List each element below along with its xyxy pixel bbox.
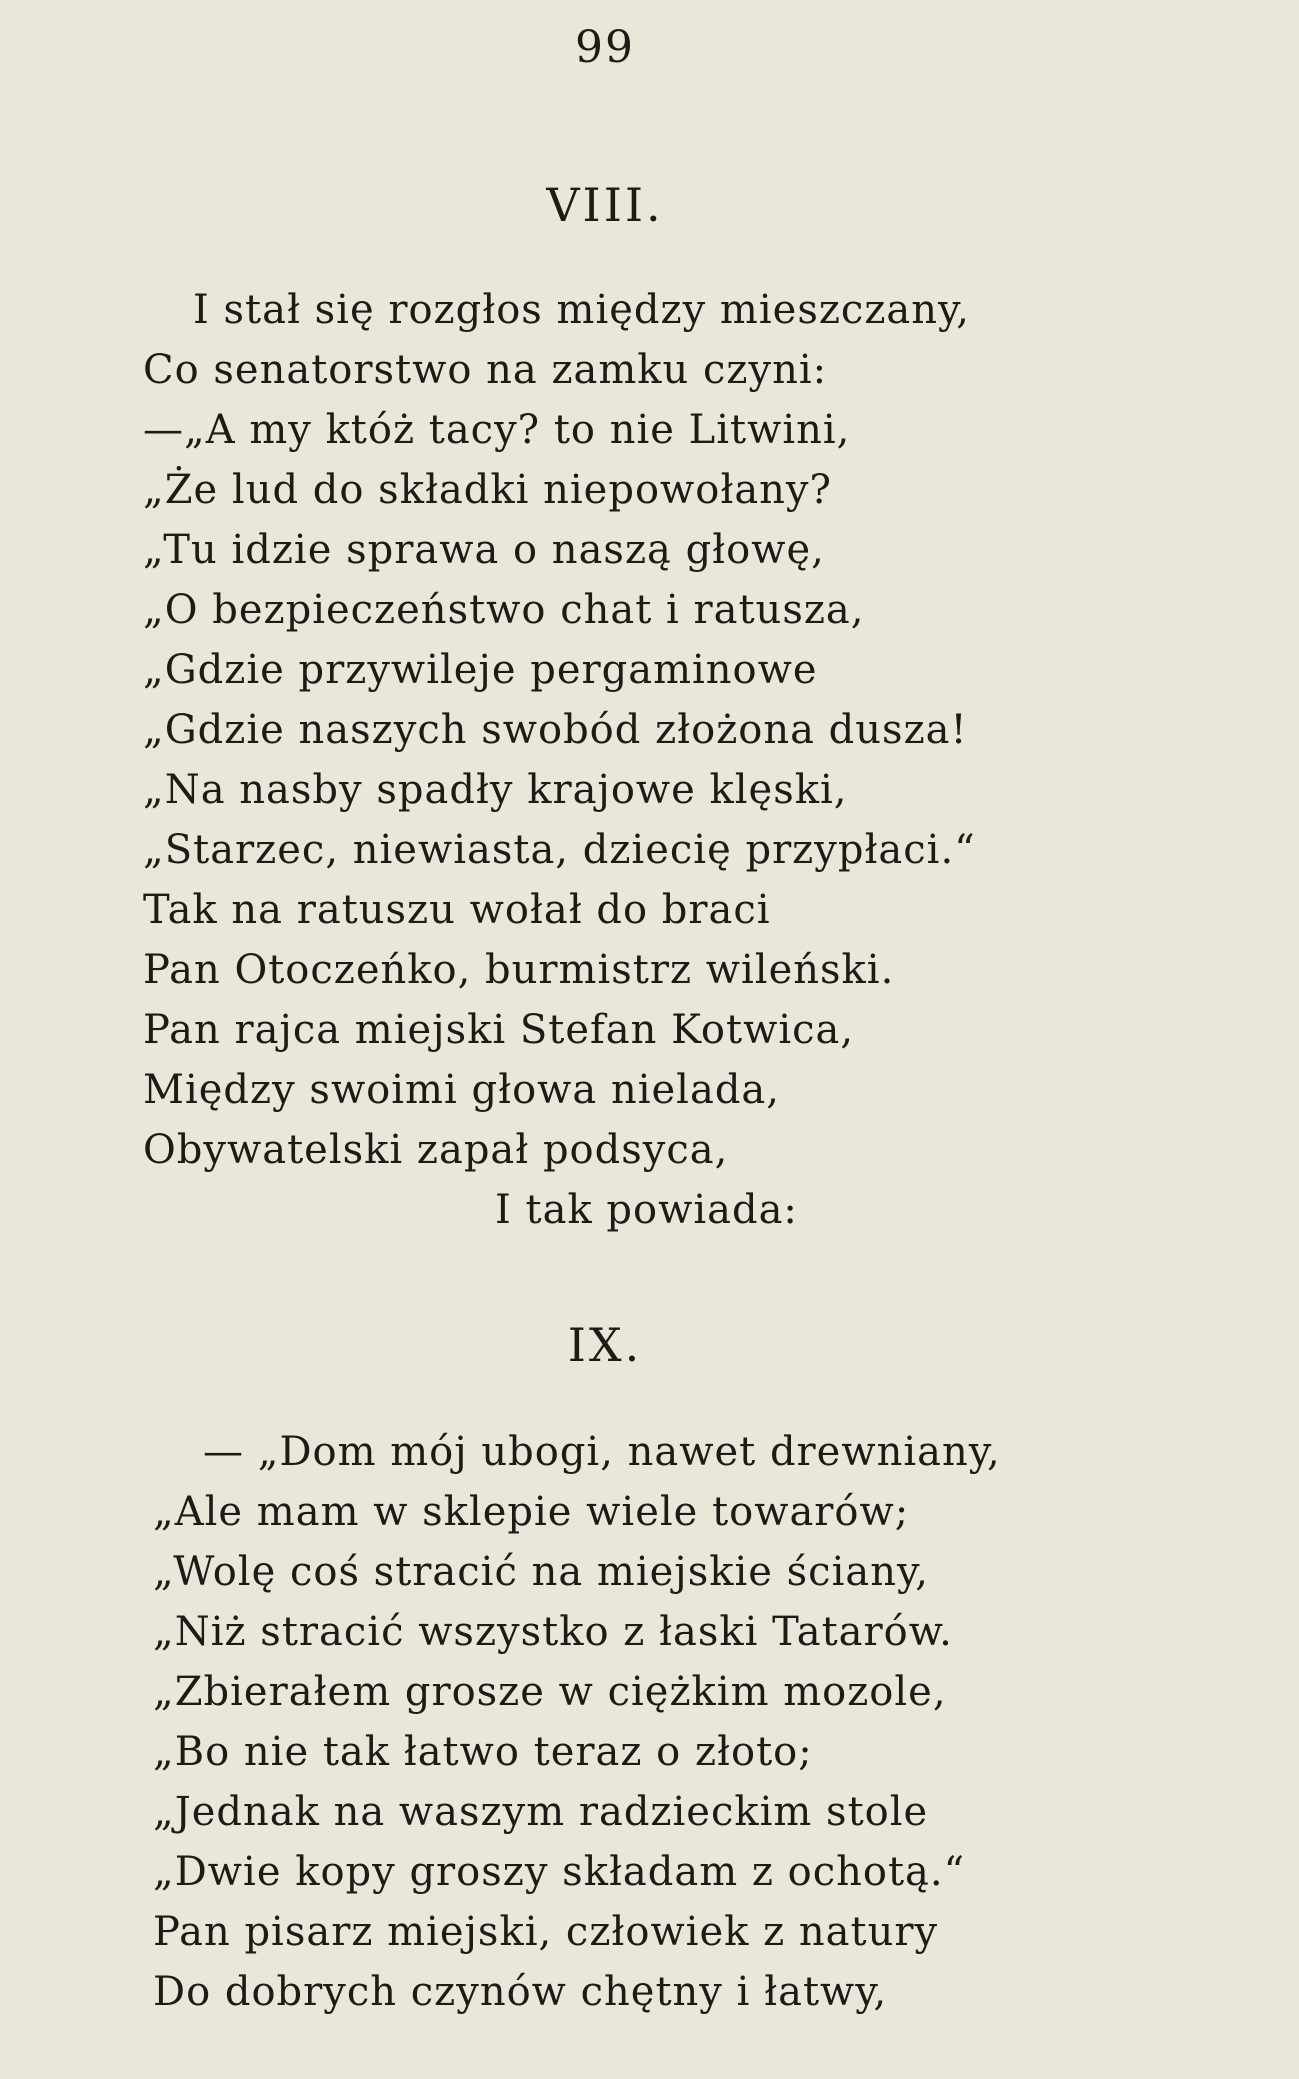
verse-line: I tak powiada: [495,1187,798,1233]
verse-line: „Jednak na waszym radzieckim stole [153,1789,929,1835]
verse-line: —„A my któż tacy? to nie Litwini, [143,407,851,453]
verse-line: „Wolę coś stracić na miejskie ściany, [153,1549,929,1595]
verse-line: Obywatelski zapał podsyca, [143,1127,729,1173]
verse-line: „Gdzie przywileje pergaminowe [143,647,818,693]
verse-line: Co senatorstwo na zamku czyni: [143,347,828,393]
verse-line: — „Dom mój ubogi, nawet drewniany, [203,1429,1001,1475]
verse-line: „Że lud do składki niepowołany? [143,467,832,513]
verse-line: „O bezpieczeństwo chat i ratusza, [143,587,865,633]
verse-line: „Na nasby spadły krajowe klęski, [143,767,848,813]
verse-line: Między swoimi głowa nielada, [143,1067,780,1113]
verse-line: Pan rajca miejski Stefan Kotwica, [143,1007,855,1053]
section-heading-ix: IX. [567,1318,643,1372]
verse-line: „Gdzie naszych swobód złożona dusza! [143,707,968,753]
page-number: 99 [575,22,635,73]
verse-line: „Niż stracić wszystko z łaski Tatarów. [153,1609,953,1655]
verse-line: „Tu idzie sprawa o naszą głowę, [143,527,825,573]
verse-line: Do dobrych czynów chętny i łatwy, [153,1969,888,2015]
section-heading-viii: VIII. [546,178,664,232]
verse-line: I stał się rozgłos między mieszczany, [193,287,970,333]
verse-line: „Ale mam w sklepie wiele towarów; [153,1489,910,1535]
verse-line: Pan pisarz miejski, człowiek z natury [153,1909,939,1955]
verse-line: „Bo nie tak łatwo teraz o złoto; [153,1729,813,1775]
verse-line: Tak na ratuszu wołał do braci [143,887,771,933]
verse-line: „Zbierałem grosze w ciężkim mozole, [153,1669,947,1715]
verse-line: Pan Otoczeńko, burmistrz wileński. [143,947,895,993]
verse-line: „Dwie kopy groszy składam z ochotą.“ [153,1849,966,1895]
verse-line: „Starzec, niewiasta, dziecię przypłaci.“ [143,827,976,873]
